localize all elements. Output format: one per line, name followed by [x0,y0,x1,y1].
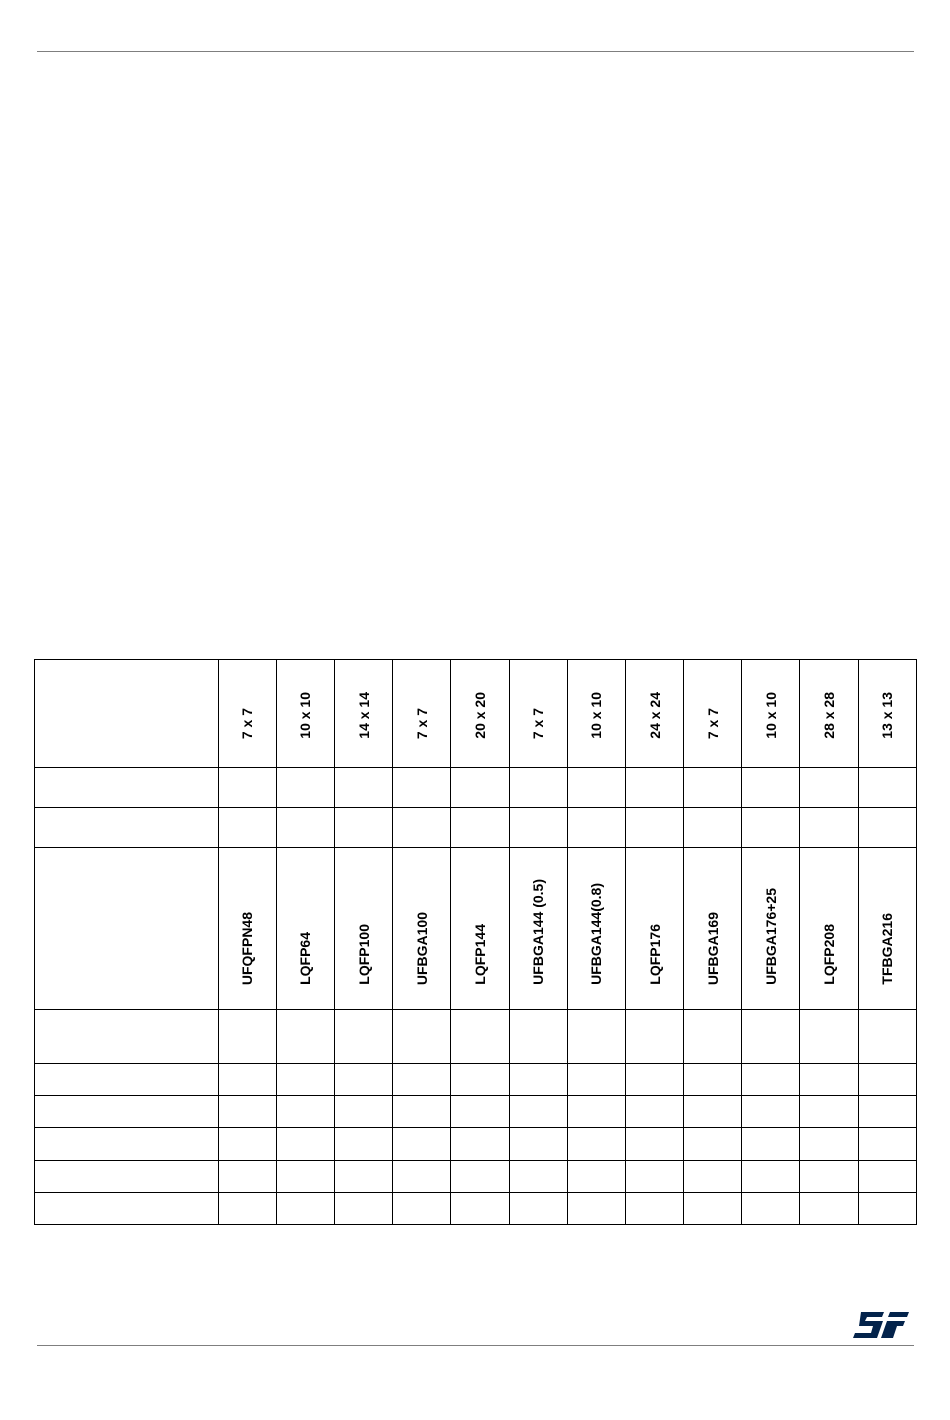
dimension-label: 13 x 13 [879,692,896,739]
st-logo-icon [853,1312,909,1338]
dimension-label: 7 x 7 [239,707,256,739]
dimensions-row [35,660,917,768]
package-label: LQFP176 [646,924,663,985]
table-row [35,1096,917,1128]
package-label: LQFP144 [471,924,488,985]
package-label: TFBGA216 [879,913,896,985]
dimension-label: 24 x 24 [646,692,663,739]
dimension-label: 10 x 10 [762,692,779,739]
table-row [35,1064,917,1096]
dimension-label: 14 x 14 [355,692,372,739]
table-row [35,768,917,808]
package-label: LQFP208 [821,924,838,985]
dimension-label: 28 x 28 [821,692,838,739]
package-label: LQFP64 [297,932,314,985]
package-names-row [35,848,917,1010]
header-rule [37,51,914,52]
dimension-label: 20 x 20 [471,692,488,739]
table-row [35,808,917,848]
table-row [35,1010,917,1064]
package-table [34,659,917,1225]
row-label-cell [35,848,219,1010]
package-label: UFBGA144 (0.5) [530,879,547,985]
table-row [35,1161,917,1193]
package-label: UFBGA144(0.8) [588,883,605,985]
package-label: UFBGA100 [413,911,430,985]
footer-rule [37,1345,914,1346]
package-label: UFBGA169 [704,911,721,985]
dimension-label: 7 x 7 [413,707,430,739]
dimension-label: 7 x 7 [530,707,547,739]
package-label: UFQFPN48 [239,911,256,985]
package-label: UFBGA176+25 [762,888,779,985]
table-row [35,1128,917,1161]
dimension-label: 7 x 7 [704,707,721,739]
package-label: LQFP100 [355,924,372,985]
dimension-label: 10 x 10 [588,692,605,739]
dimension-label: 10 x 10 [297,692,314,739]
row-label-cell [35,660,219,768]
table-row [35,1193,917,1225]
